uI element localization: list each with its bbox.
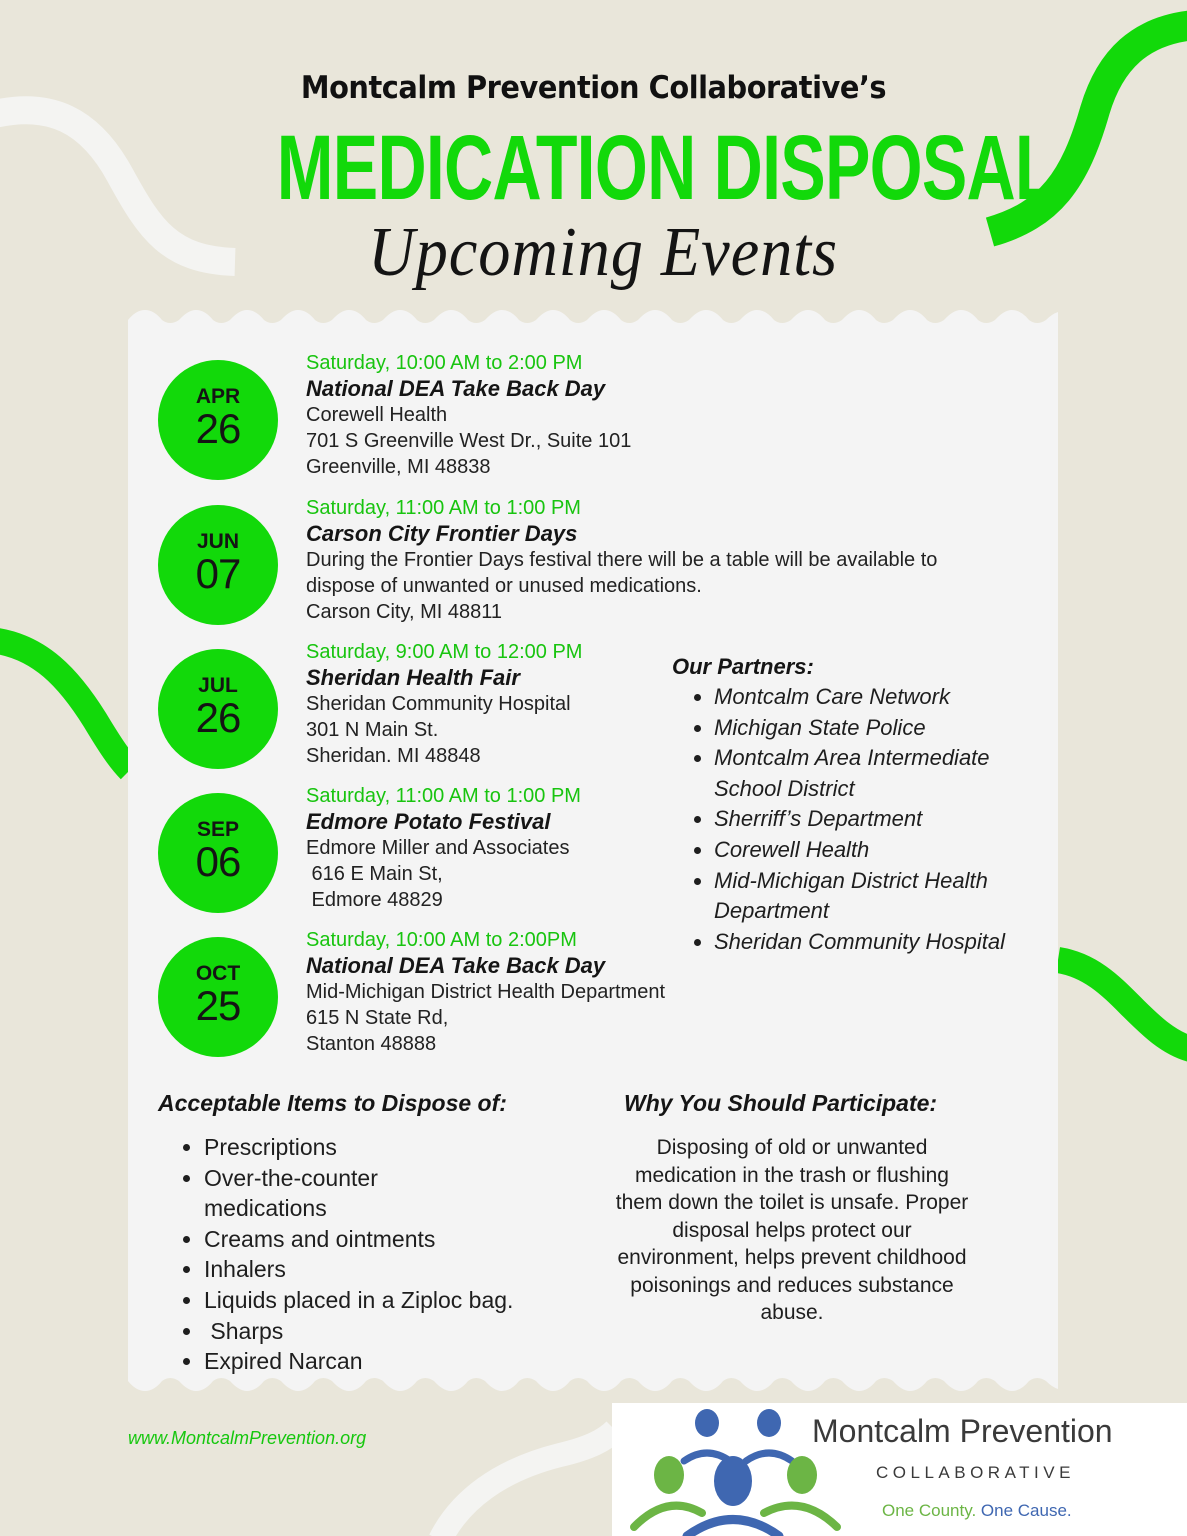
event-location-line: Carson City, MI 48811 (306, 601, 503, 623)
event-day: 06 (195, 838, 241, 885)
event-description-line: During the Frontier Days festival there will be a table will be available to (306, 549, 938, 571)
white-squiggle-bottom (440, 1430, 615, 1536)
event-location-line: 615 N State Rd, (306, 1007, 449, 1029)
event-day: 26 (195, 405, 241, 452)
partner-item: • Montcalm Area Intermediate School District (714, 743, 1052, 804)
website-link[interactable]: www.MontcalmPrevention.org (128, 1428, 367, 1448)
green-squiggle-right (1058, 960, 1187, 1050)
tagline-part-1: One County. (882, 1501, 977, 1520)
event-location-line: Corewell Health (306, 404, 448, 426)
partner-item: • Sherriff’s Department (714, 804, 1052, 835)
partner-item: • Michigan State Police (714, 713, 1052, 744)
event-name: National DEA Take Back Day (306, 953, 606, 978)
green-squiggle-left (0, 640, 130, 770)
partner-item: • Corewell Health (714, 835, 1052, 866)
acceptable-items-section (158, 1088, 588, 1377)
event-month: JUL (198, 674, 238, 697)
why-participate-body: Disposing of old or unwanted medication in the trash or flushing them down the toilet is unsafe. Proper disposal helps protect our environment, helps prevent childhood poisonings and reduces substance abuse. (615, 1136, 969, 1324)
event-name: National DEA Take Back Day (306, 376, 606, 401)
partners-list (672, 682, 1052, 957)
event-location-line: Sheridan Community Hospital (306, 693, 571, 715)
event-time: Saturday, 11:00 AM to 1:00 PM (306, 497, 581, 519)
acceptable-item: • Sharps (204, 1316, 454, 1347)
event-day: 26 (195, 694, 241, 741)
acceptable-item: • Over-the-counter medications (204, 1163, 454, 1224)
logo-org-sub: COLLABORATIVE (876, 1463, 1075, 1482)
logo-org-name: Montcalm Prevention (812, 1413, 1113, 1449)
partners-section (672, 652, 1052, 957)
page-title: MEDICATION DISPOSAL (276, 117, 1056, 219)
event-location-line: Greenville, MI 48838 (306, 456, 491, 478)
event-location-line: 301 N Main St. (306, 719, 439, 741)
why-participate-section (612, 1088, 972, 1327)
event-month: OCT (195, 962, 241, 985)
partner-item: • Mid-Michigan District Health Department (714, 866, 1052, 927)
acceptable-item: • Liquids placed in a Ziploc bag. (204, 1285, 454, 1316)
event-location-line: Edmore Miller and Associates (306, 837, 570, 859)
partner-item: • Sheridan Community Hospital (714, 927, 1052, 958)
event-month: APR (195, 385, 241, 408)
event-month: SEP (196, 818, 240, 841)
acceptable-item: • Expired Narcan (204, 1346, 454, 1377)
event-location-line: Mid-Michigan District Health Department (306, 981, 666, 1003)
event-name: Sheridan Health Fair (306, 665, 520, 690)
tagline-part-2: One Cause. (980, 1501, 1072, 1520)
event-time: Saturday, 9:00 AM to 12:00 PM (306, 641, 583, 663)
event-time: Saturday, 10:00 AM to 2:00PM (306, 929, 577, 951)
date-badge (158, 505, 278, 625)
logo-tagline (882, 1501, 1072, 1521)
card-scallop-top (128, 310, 1058, 326)
acceptable-item: • Prescriptions (204, 1132, 454, 1163)
header-subtitle: Montcalm Prevention Collaborative’s (300, 70, 887, 106)
date-badge (158, 793, 278, 913)
why-participate-heading: Why You Should Participate: (624, 1090, 938, 1116)
event-name: Edmore Potato Festival (306, 809, 551, 834)
event-time: Saturday, 10:00 AM to 2:00 PM (306, 352, 583, 374)
event-location-line: Edmore 48829 (306, 889, 443, 911)
date-badge (158, 937, 278, 1057)
acceptable-item: • Inhalers (204, 1254, 454, 1285)
acceptable-items-list (158, 1132, 514, 1377)
event-location-line: Stanton 48888 (306, 1033, 437, 1055)
event-month: JUN (196, 530, 239, 553)
partners-heading: Our Partners: (672, 654, 814, 679)
event-location-line: 616 E Main St, (306, 863, 443, 885)
event-name: Carson City Frontier Days (306, 521, 578, 546)
event-day: 25 (195, 982, 241, 1029)
event-location-line: 701 S Greenville West Dr., Suite 101 (306, 430, 632, 452)
partner-item: • Montcalm Care Network (714, 682, 1052, 713)
people-logo-icon (612, 1403, 842, 1536)
event-day: 07 (195, 550, 241, 597)
event-location-line: Sheridan. MI 48848 (306, 745, 481, 767)
acceptable-items-heading: Acceptable Items to Dispose of: (158, 1090, 507, 1116)
acceptable-item: • Creams and ointments (204, 1224, 454, 1255)
event-time: Saturday, 11:00 AM to 1:00 PM (306, 785, 581, 807)
organization-logo (612, 1403, 1187, 1536)
event-description-line: dispose of unwanted or unused medications. (306, 575, 702, 597)
date-badge (158, 360, 278, 480)
script-title: Upcoming Events (368, 214, 839, 291)
card-scallop-bottom (128, 1375, 1058, 1391)
date-badge (158, 649, 278, 769)
